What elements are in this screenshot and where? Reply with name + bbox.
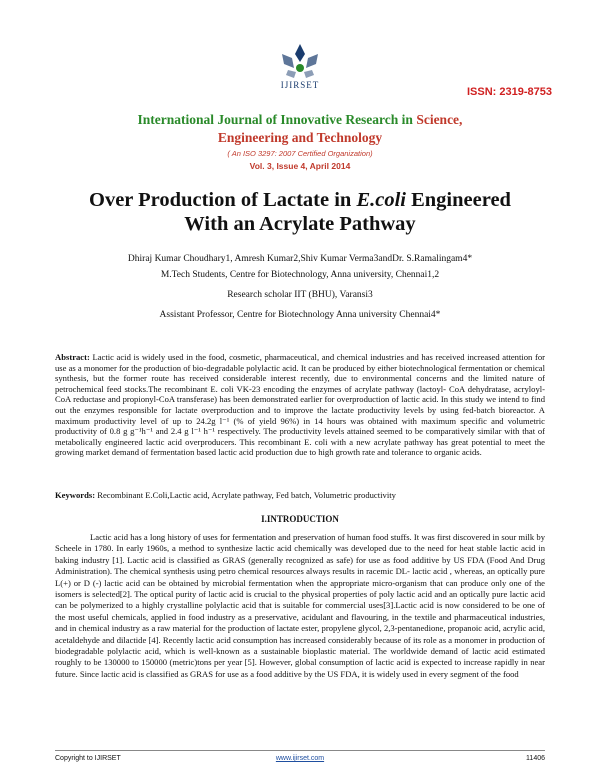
abstract (55, 352, 545, 458)
body-text: Lactic acid has a long history of uses for fermentation and preservation of human food stuffs. It was first discovered in sour milk by Scheele in 1780. In early 1960s, a method to synthesize lactic acid chemically was developed due to the need for heat stable lactic acid in baking industry [1]. Lactic acid is classified as GRAS (generally recognized as safe) for use as food additive by US FDA (Food And Drug Administration). The chemical synthesis using petro chemical resources always results in racemic DL- lactic acid , whereas, an optically pure L(+) or D (-) lactic acid can be obtained by microbial fermentation when the appropriate micro-organism that can produce only one of the isomers is selected[2]. The optical purity of lactic acid is crucial to the physical properties of poly lactic acid and an optically pure lactic acid can be polymerized to a highly crystalline polylactic acid that is suitable for commercial uses[3].Lactic acid is now considered to be one of the most useful chemicals, applied in food industry as a preservative, acidulant and flavouring, in the textile and pharmaceutical industries, and in chemical industry as a raw material for the production of lactate ester, propylene glycol, 2,3-pentanedione, propanoic acid, acrylic acid, acetaldehyde and dilactide [4]. Recently lactic acid consumption has increased considerably because of its role as a monomer in production of biodegradable polylactic acid, which is well-known as a sustainable bioplastic material. The worldwide demand of lactic acid estimated roughly to be 130000 to 150000 (metric)tons per year [5]. However, global consumption of lactic acid is expected to increase rapidly in near future. Since lactic acid is classified as GRAS for use as a food additive by the US FDA, it is widely used in every segment of the food (55, 532, 545, 679)
journal-title-part2: Science, (416, 112, 463, 127)
section-heading: I.INTRODUCTION (261, 514, 339, 524)
paper-title-part1: Over Production of Lactate in (89, 189, 357, 211)
footer-copyright: Copyright to IJIRSET (55, 755, 121, 762)
page-number: 11406 (526, 755, 545, 762)
affiliation-1: M.Tech Students, Centre for Biotechnology, Anna university, Chennai1,2 (160, 270, 440, 280)
volume-issue: Vol. 3, Issue 4, April 2014 (249, 161, 351, 171)
keywords-label: Keywords: (55, 490, 96, 500)
authors: Dhiraj Kumar Choudhary1, Amresh Kumar2,Shiv Kumar Verma3andDr. S.Ramalingam4* (127, 254, 473, 264)
abstract-label: Abstract: (55, 352, 90, 362)
journal-title-line1 (0, 112, 600, 128)
keywords-text: Recombinant E.Coli,Lactic acid, Acrylate pathway, Fed batch, Volumetric productivity (95, 490, 396, 500)
affiliation-3: Assistant Professor, Centre for Biotechnology Anna university Chennai4* (159, 310, 441, 320)
journal-title-part1: International Journal of Innovative Research in (137, 112, 417, 127)
logo-text: IJIRSET (280, 80, 320, 90)
abstract-text: Lactic acid is widely used in the food, cosmetic, pharmaceutical, and chemical industries and has received increased attention for use as a monomer for the production of bio-degradable polylactic acid. It can be produced by either biotechnological fermentation or chemical synthesis, but the former route has received considerable interest recently, due to environmental concerns and the limited nature of petrochemical feed stocks.The recombinant E. coli VK-23 encoding the enzymes of acrylate pathway (lactoyl- CoA dehydratase, acryloyl- CoA reductase and propionyl-CoA transferase) has been demonstrated earlier for overproduction of lactic acid. In this study we intend to find out the enzymes responsible for lactate overproduction and to improve the lactate productivity levels by using fed-batch bioreactor. A maximum productivity level of up to 24.2g l⁻¹ (% of yield 96%) in 14 hours was obtained with maximum specific and volumetric productivity of 0.8 g g⁻¹h⁻¹ and 2.4 g l⁻¹ h⁻¹ respectively. The productivity levels attained seemed to be comparatively similar with that of metabolically engineered lactic acid overproducers. This recombinant E. coli with a new acrylate pathway has great potential to meet the growing market demand of fermentation based lactic acid production due to high growth rate and tolerance to organic acids. (55, 352, 545, 458)
footer (55, 750, 545, 765)
paper-title-italic: E.coli (356, 189, 406, 211)
certification: ( An ISO 3297: 2007 Certified Organization) (227, 149, 373, 158)
affiliation-2: Research scholar IIT (BHU), Varansi3 (227, 290, 373, 300)
footer-link[interactable]: www.ijirset.com (275, 755, 325, 762)
issn: ISSN: 2319-8753 (467, 86, 552, 98)
keywords (55, 490, 545, 500)
paper-title-part2: Engineered (405, 189, 511, 211)
journal-title-line2: Engineering and Technology (217, 130, 383, 145)
paper-title-line2: With an Acrylate Pathway (184, 213, 416, 235)
paper-title (0, 188, 600, 236)
